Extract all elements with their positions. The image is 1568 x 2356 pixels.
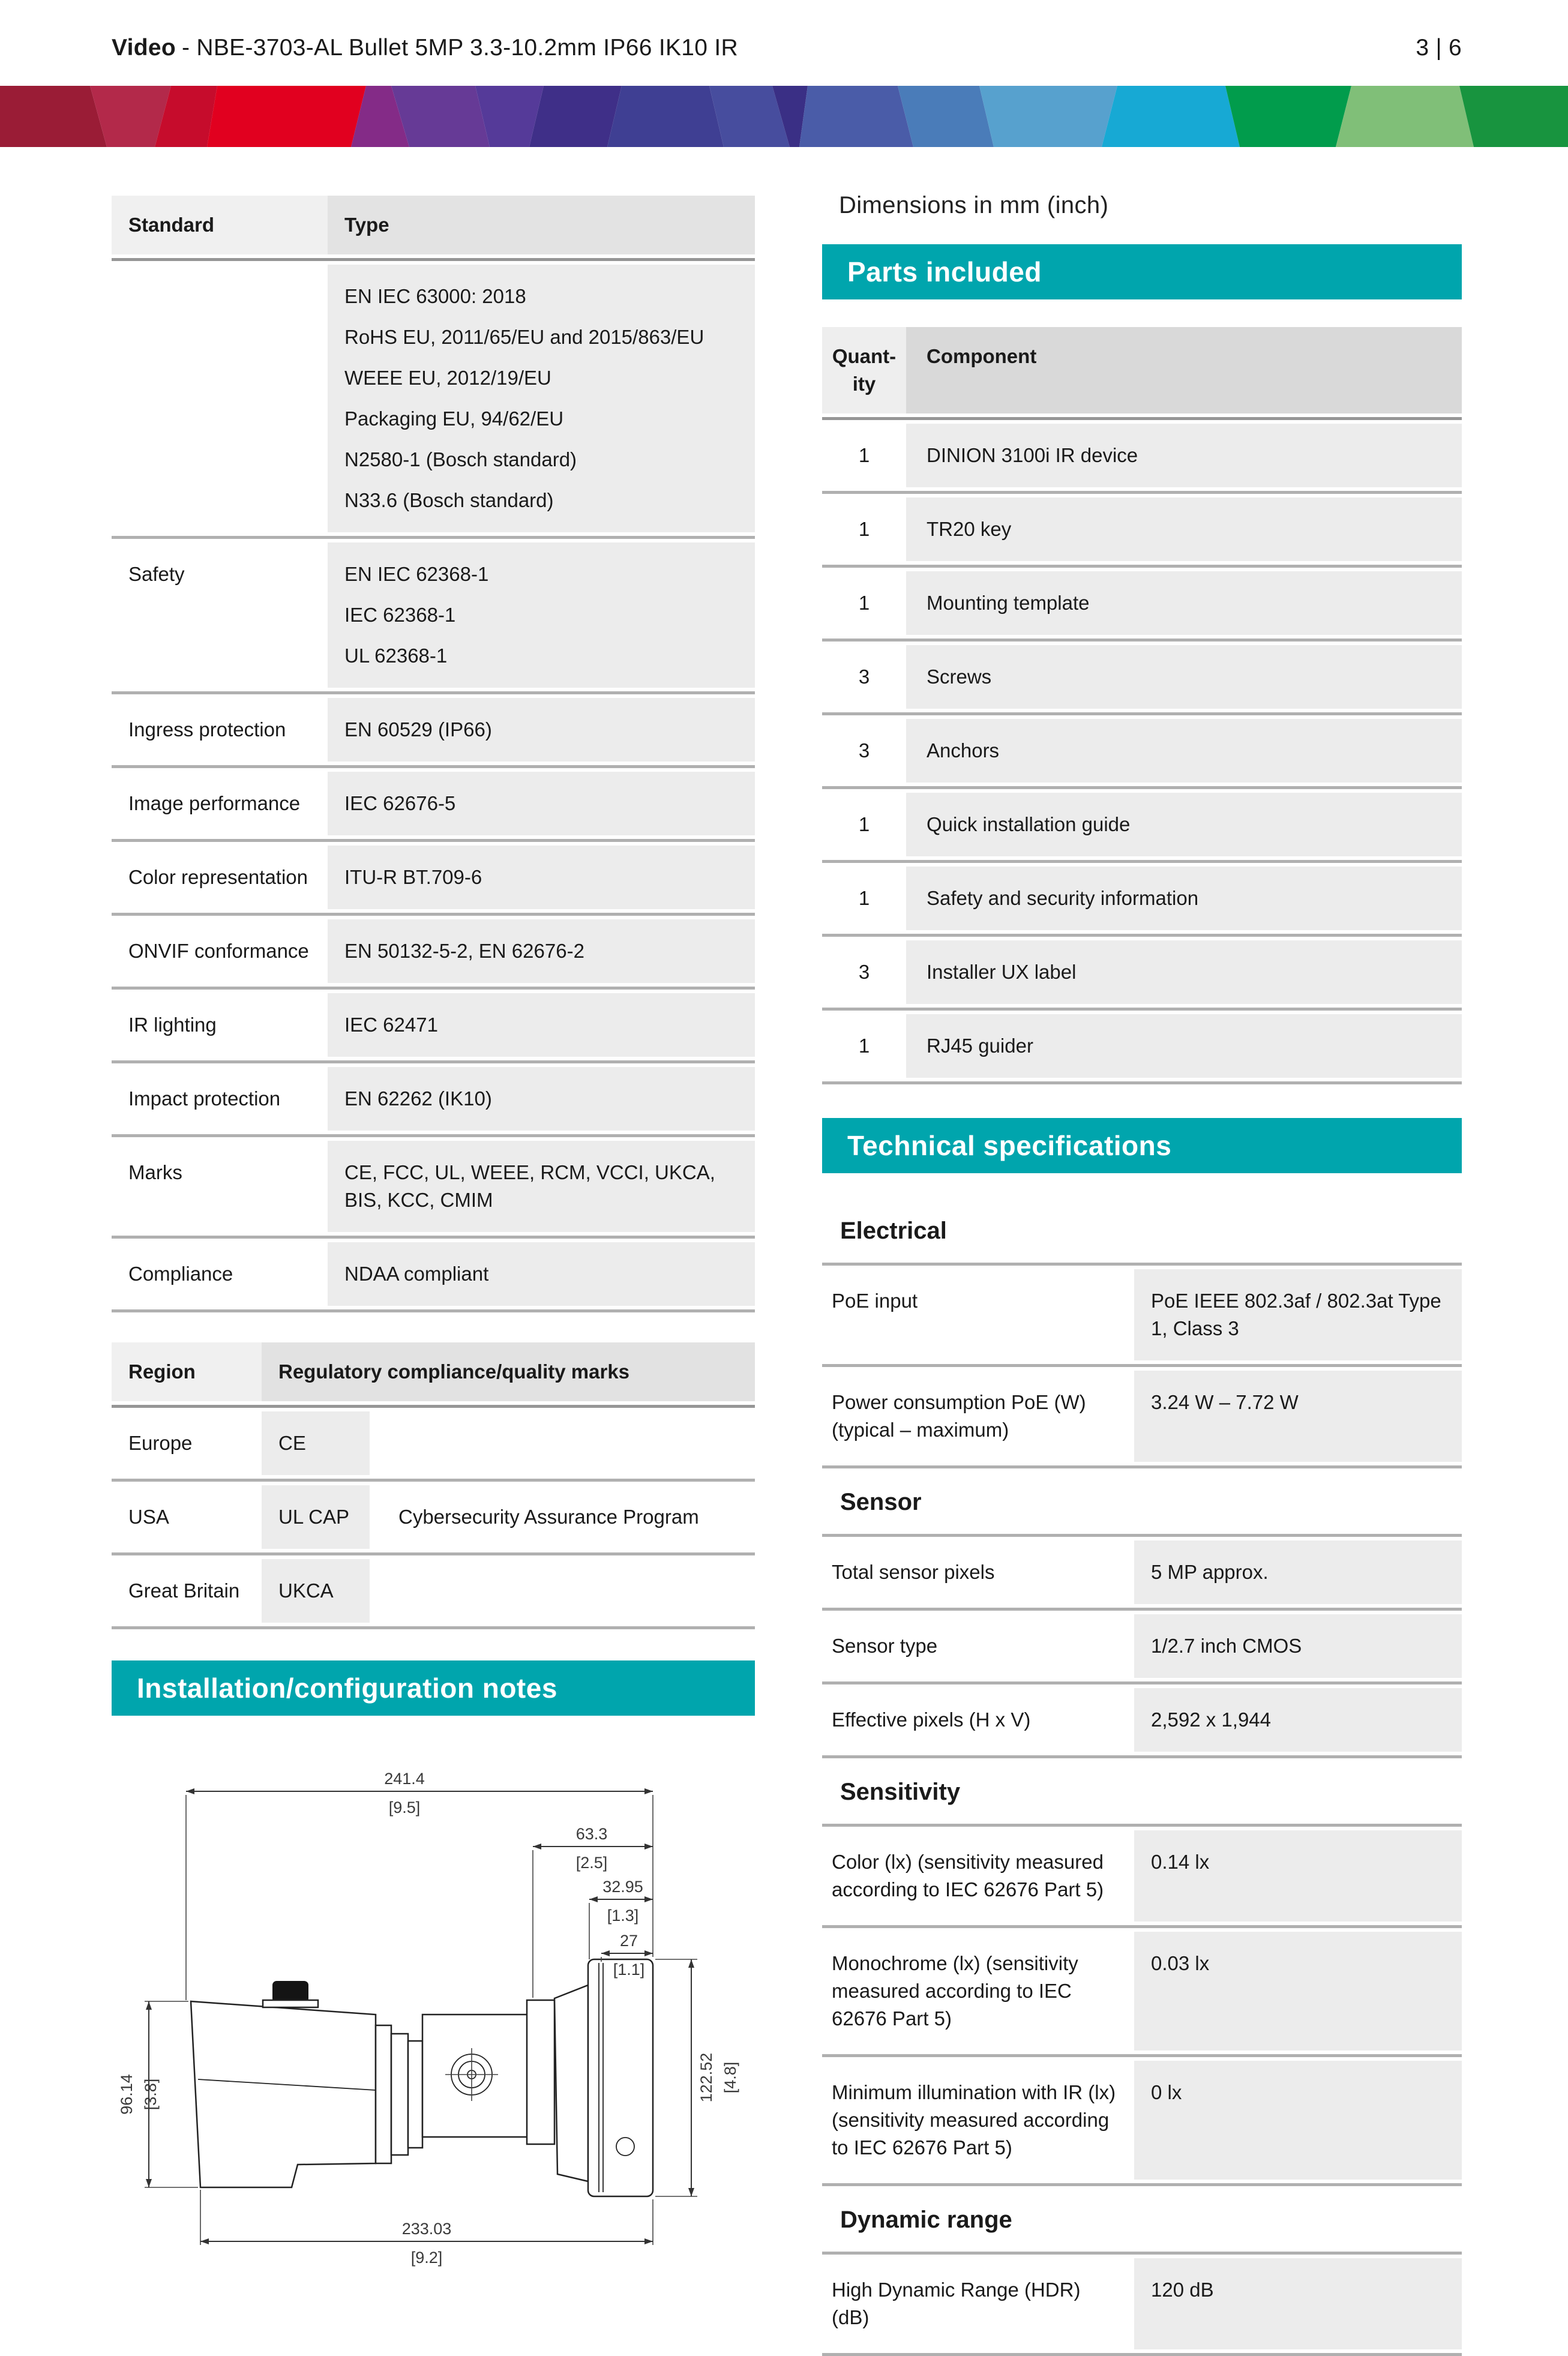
table-row — [822, 1928, 1462, 2057]
region-mark: UL CAP — [262, 1485, 370, 1549]
region-mark: CE — [262, 1411, 370, 1475]
camera-dimension-diagram — [112, 1743, 755, 2283]
camera-lens-ring-1 — [376, 2025, 391, 2163]
banner-stripes-graphic — [0, 86, 1568, 147]
table-row — [822, 568, 1462, 642]
part-quantity: 1 — [858, 1035, 870, 1057]
part-component: DINION 3100i IR device — [906, 424, 1462, 487]
region-mark: UKCA — [262, 1559, 370, 1623]
row-value: EN 50132-5-2, EN 62676-2 — [328, 919, 755, 983]
part-quantity: 3 — [858, 961, 870, 983]
spec-value: 0.14 lx — [1134, 1830, 1462, 1922]
standards-table-header — [112, 192, 755, 261]
row-label: Impact protection — [128, 1087, 281, 1110]
dimension-label: 96.14 — [118, 2074, 136, 2115]
dimension-label: 27 — [619, 1932, 638, 1950]
table-row — [822, 494, 1462, 568]
part-component: Mounting template — [906, 571, 1462, 635]
camera-knob-base — [263, 2000, 318, 2007]
spec-label: PoE input — [832, 1290, 918, 1312]
row-value: EN 60529 (IP66) — [328, 698, 755, 762]
table-row — [112, 768, 755, 842]
dynamic-range-table — [822, 2252, 1462, 2356]
table-row — [822, 1827, 1462, 1928]
part-component: Quick installation guide — [906, 793, 1462, 856]
standard-type: EN IEC 62368-1 — [344, 563, 489, 585]
part-component: Installer UX label — [906, 940, 1462, 1004]
standard-type: N33.6 (Bosch standard) — [344, 489, 554, 511]
part-component: TR20 key — [906, 497, 1462, 561]
column-header-regulatory: Regulatory compliance/quality marks — [262, 1342, 755, 1401]
row-label: Marks — [128, 1161, 182, 1183]
column-header-standard: Standard — [112, 196, 328, 254]
page-number: 3 | 6 — [1416, 35, 1462, 61]
part-component: Screws — [906, 645, 1462, 709]
standard-type: WEEE EU, 2012/19/EU — [344, 367, 551, 389]
standard-type: UL 62368-1 — [344, 645, 448, 667]
subsection-title-sensor: Sensor — [840, 1489, 922, 1515]
spec-label: Power consumption PoE (W) (typical – maximum) — [832, 1391, 1086, 1441]
table-row — [112, 1555, 755, 1629]
dimension-label: [9.2] — [410, 2249, 443, 2267]
table-row — [822, 1684, 1462, 1758]
subsection-title-electrical: Electrical — [840, 1218, 947, 1244]
table-row — [112, 990, 755, 1063]
banner-segment — [0, 86, 107, 147]
spec-label: Effective pixels (H x V) — [832, 1708, 1031, 1731]
table-row — [112, 261, 755, 539]
table-row — [112, 1482, 755, 1555]
spec-label: Total sensor pixels — [832, 1561, 995, 1583]
region-name: USA — [128, 1506, 169, 1528]
standard-type: RoHS EU, 2011/65/EU and 2015/863/EU — [344, 326, 704, 348]
table-row — [112, 1063, 755, 1137]
banner-segment — [799, 86, 913, 147]
part-component: Anchors — [906, 719, 1462, 783]
banner-segment — [529, 86, 622, 147]
row-value — [328, 542, 755, 688]
table-row — [822, 1367, 1462, 1468]
camera-hood-outline — [191, 2001, 376, 2187]
spec-value: 0 lx — [1134, 2061, 1462, 2180]
column-header-component: Component — [906, 327, 1462, 413]
table-row — [112, 1408, 755, 1482]
dimension-label: 241.4 — [384, 1770, 425, 1788]
dimension-label: 122.52 — [697, 2052, 715, 2103]
left-column — [112, 192, 755, 2283]
row-label: Color representation — [128, 866, 308, 888]
sensor-table — [822, 1534, 1462, 1758]
standards-table — [112, 192, 755, 1312]
standard-type: IEC 62368-1 — [344, 604, 456, 626]
table-row — [112, 842, 755, 916]
table-row — [822, 789, 1462, 863]
column-header-type: Type — [328, 196, 755, 254]
spec-value: 2,592 x 1,944 — [1134, 1688, 1462, 1752]
spec-value: 0.03 lx — [1134, 1932, 1462, 2051]
product-name: - NBE-3703-AL Bullet 5MP 3.3-10.2mm IP66 IK10 IR — [181, 35, 738, 61]
spec-label: Color (lx) (sensitivity measured according to IEC 62676 Part 5) — [832, 1851, 1104, 1901]
standard-type: EN IEC 63000: 2018 — [344, 285, 526, 307]
row-label: Image performance — [128, 792, 301, 814]
table-row — [822, 937, 1462, 1011]
standard-type: Packaging EU, 94/62/EU — [344, 407, 564, 430]
banner-segment — [979, 86, 1117, 147]
row-label: Safety — [128, 563, 185, 585]
part-quantity: 3 — [858, 666, 870, 688]
table-row — [822, 1266, 1462, 1367]
dimension-label: 32.95 — [602, 1878, 643, 1896]
part-quantity: 1 — [858, 592, 870, 614]
row-value: IEC 62676-5 — [328, 772, 755, 835]
spec-value: 5 MP approx. — [1134, 1540, 1462, 1604]
region-table-header — [112, 1339, 755, 1408]
column-header-quantity: Quant-ity — [822, 327, 906, 413]
table-row — [112, 539, 755, 694]
spec-value: 120 dB — [1134, 2258, 1462, 2349]
camera-lens-ring-2 — [391, 2034, 408, 2155]
parts-table — [822, 323, 1462, 1084]
part-quantity: 3 — [858, 739, 870, 762]
dimension-drawing — [112, 1743, 755, 2283]
dimension-label: [3.8] — [142, 2078, 160, 2111]
banner-segment — [1459, 86, 1568, 147]
subsection-title-sensitivity: Sensitivity — [840, 1779, 961, 1805]
row-value: EN 62262 (IK10) — [328, 1067, 755, 1131]
dimension-label-group — [697, 2053, 739, 2103]
region-table — [112, 1339, 755, 1629]
row-value — [328, 265, 755, 532]
row-label: Ingress protection — [128, 718, 286, 741]
region-description: Cybersecurity Assurance Program — [398, 1506, 699, 1528]
table-row — [822, 1611, 1462, 1684]
row-value: CE, FCC, UL, WEEE, RCM, VCCI, UKCA, BIS, KCC, CMIM — [328, 1141, 755, 1232]
dimension-label: [4.8] — [721, 2061, 739, 2094]
right-column — [822, 192, 1462, 2356]
table-row — [822, 1011, 1462, 1084]
banner-segment — [207, 86, 366, 147]
spec-label: Sensor type — [832, 1635, 938, 1657]
spec-label: High Dynamic Range (HDR) (dB) — [832, 2279, 1081, 2328]
part-quantity: 1 — [858, 813, 870, 835]
parts-table-header — [822, 323, 1462, 420]
dimension-label: [9.5] — [388, 1799, 421, 1817]
brand-color-banner — [0, 86, 1568, 147]
section-header-technical-specifications: Technical specifications — [822, 1118, 1462, 1173]
table-row — [822, 1537, 1462, 1611]
part-component: RJ45 guider — [906, 1014, 1462, 1078]
table-row — [822, 2255, 1462, 2356]
dimension-label: [1.3] — [607, 1907, 639, 1925]
wall-back-box — [588, 1959, 653, 2196]
spec-value: PoE IEEE 802.3af / 802.3at Type 1, Class 3 — [1134, 1269, 1462, 1360]
row-label: IR lighting — [128, 1014, 217, 1036]
row-label: Compliance — [128, 1263, 233, 1285]
banner-segment — [607, 86, 724, 147]
document-category: Video — [112, 35, 176, 61]
table-row — [822, 715, 1462, 789]
dimension-label-group — [118, 2074, 160, 2115]
page-header — [112, 35, 1462, 61]
camera-thumbscrew-knob — [272, 1981, 308, 2003]
region-name: Great Britain — [128, 1579, 240, 1602]
row-label: ONVIF conformance — [128, 940, 309, 962]
section-header-parts-included: Parts included — [822, 244, 1462, 299]
table-row — [112, 694, 755, 768]
electrical-table — [822, 1263, 1462, 1468]
spec-label: Minimum illumination with IR (lx) (sensitivity measured according to IEC 62676 Part 5) — [832, 2081, 1116, 2159]
table-row — [112, 916, 755, 990]
subsection-title-dynamic-range: Dynamic range — [840, 2207, 1012, 2233]
spec-value: 3.24 W – 7.72 W — [1134, 1371, 1462, 1462]
row-value: ITU-R BT.709-6 — [328, 846, 755, 909]
mount-wedge-plate — [554, 1985, 588, 2181]
banner-segment — [898, 86, 994, 147]
table-row — [112, 1137, 755, 1239]
section-header-installation-notes: Installation/configuration notes — [112, 1660, 755, 1716]
dimension-label: [2.5] — [575, 1854, 608, 1872]
row-label — [112, 265, 328, 532]
dimensions-note: Dimensions in mm (inch) — [839, 192, 1109, 218]
spec-label: Monochrome (lx) (sensitivity measured according to IEC 62676 Part 5) — [832, 1952, 1078, 2030]
standard-type: N2580-1 (Bosch standard) — [344, 448, 577, 470]
column-header-region: Region — [112, 1342, 262, 1401]
table-row — [112, 1239, 755, 1312]
part-quantity: 1 — [858, 444, 870, 466]
mount-column — [527, 2000, 554, 2144]
camera-lens-ring-3 — [408, 2041, 422, 2148]
banner-segment — [1225, 86, 1351, 147]
spec-value: 1/2.7 inch CMOS — [1134, 1614, 1462, 1678]
table-row — [822, 420, 1462, 494]
part-component: Safety and security information — [906, 867, 1462, 930]
region-name: Europe — [128, 1432, 193, 1454]
row-value: NDAA compliant — [328, 1242, 755, 1306]
part-quantity: 1 — [858, 887, 870, 909]
table-row — [822, 642, 1462, 715]
dimension-label: 233.03 — [401, 2220, 452, 2238]
row-value: IEC 62471 — [328, 993, 755, 1057]
table-row — [822, 2057, 1462, 2186]
dimension-label: 63.3 — [575, 1825, 608, 1843]
region-description — [370, 1559, 755, 1623]
table-row — [822, 863, 1462, 937]
part-quantity: 1 — [858, 518, 870, 540]
banner-segment — [1336, 86, 1474, 147]
region-description — [370, 1411, 755, 1475]
document-title — [112, 35, 738, 61]
banner-segment — [1102, 86, 1240, 147]
dimension-label: [1.1] — [613, 1961, 645, 1979]
sensitivity-table — [822, 1824, 1462, 2186]
